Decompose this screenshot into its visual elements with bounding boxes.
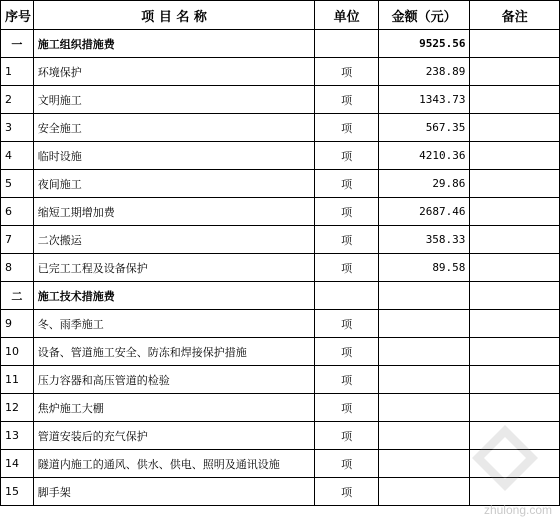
note-cell <box>470 310 560 338</box>
row-number: 5 <box>1 170 34 198</box>
unit-cell: 项 <box>315 254 378 282</box>
amount-cell <box>378 450 470 478</box>
row-number: 二 <box>1 282 34 310</box>
table-row <box>1 338 560 366</box>
item-name: 隧道内施工的通风、供水、供电、照明及通讯设施 <box>33 450 315 478</box>
table-row <box>1 86 560 114</box>
amount-cell: 567.35 <box>378 114 470 142</box>
item-name: 文明施工 <box>33 86 315 114</box>
unit-cell: 项 <box>315 58 378 86</box>
note-cell <box>470 30 560 58</box>
row-number: 7 <box>1 226 34 254</box>
note-cell <box>470 226 560 254</box>
row-number: 3 <box>1 114 34 142</box>
row-number: 10 <box>1 338 34 366</box>
amount-cell <box>378 394 470 422</box>
table-row <box>1 58 560 86</box>
row-number: 9 <box>1 310 34 338</box>
amount-cell: 29.86 <box>378 170 470 198</box>
unit-cell: 项 <box>315 338 378 366</box>
note-cell <box>470 338 560 366</box>
watermark-text: zhulong.com <box>483 503 552 517</box>
row-number: 11 <box>1 366 34 394</box>
item-name: 临时设施 <box>33 142 315 170</box>
row-number: 6 <box>1 198 34 226</box>
note-cell <box>470 198 560 226</box>
unit-cell: 项 <box>315 310 378 338</box>
unit-cell <box>315 282 378 310</box>
item-name: 施工技术措施费 <box>33 282 315 310</box>
unit-cell: 项 <box>315 86 378 114</box>
amount-cell: 89.58 <box>378 254 470 282</box>
amount-cell <box>378 282 470 310</box>
note-cell <box>470 366 560 394</box>
note-cell <box>470 142 560 170</box>
table-row <box>1 310 560 338</box>
amount-cell <box>378 478 470 506</box>
unit-cell: 项 <box>315 450 378 478</box>
row-number: 4 <box>1 142 34 170</box>
note-cell <box>470 58 560 86</box>
amount-cell: 4210.36 <box>378 142 470 170</box>
item-name: 管道安装后的充气保护 <box>33 422 315 450</box>
note-cell <box>470 114 560 142</box>
note-cell <box>470 86 560 114</box>
amount-cell: 358.33 <box>378 226 470 254</box>
unit-cell: 项 <box>315 478 378 506</box>
row-number: 15 <box>1 478 34 506</box>
amount-cell: 9525.56 <box>378 30 470 58</box>
item-name: 施工组织措施费 <box>33 30 315 58</box>
item-name: 夜间施工 <box>33 170 315 198</box>
item-name: 已完工工程及设备保护 <box>33 254 315 282</box>
item-name: 设备、管道施工安全、防冻和焊接保护措施 <box>33 338 315 366</box>
item-name: 安全施工 <box>33 114 315 142</box>
unit-cell: 项 <box>315 366 378 394</box>
row-number: 14 <box>1 450 34 478</box>
unit-cell: 项 <box>315 394 378 422</box>
unit-cell: 项 <box>315 170 378 198</box>
amount-cell <box>378 338 470 366</box>
amount-cell <box>378 422 470 450</box>
header-no: 序号 <box>1 1 34 30</box>
header-name: 项 目 名 称 <box>33 1 315 30</box>
unit-cell <box>315 30 378 58</box>
unit-cell: 项 <box>315 198 378 226</box>
amount-cell <box>378 310 470 338</box>
item-name: 冬、雨季施工 <box>33 310 315 338</box>
amount-cell: 238.89 <box>378 58 470 86</box>
note-cell <box>470 282 560 310</box>
section-row <box>1 282 560 310</box>
row-number: 2 <box>1 86 34 114</box>
note-cell <box>470 254 560 282</box>
row-number: 1 <box>1 58 34 86</box>
unit-cell: 项 <box>315 142 378 170</box>
row-number: 12 <box>1 394 34 422</box>
unit-cell: 项 <box>315 114 378 142</box>
row-number: 一 <box>1 30 34 58</box>
item-name: 缩短工期增加费 <box>33 198 315 226</box>
table-row <box>1 142 560 170</box>
amount-cell <box>378 366 470 394</box>
item-name: 焦炉施工大棚 <box>33 394 315 422</box>
table-row <box>1 254 560 282</box>
table-row <box>1 198 560 226</box>
note-cell <box>470 170 560 198</box>
header-unit: 单位 <box>315 1 378 30</box>
item-name: 二次搬运 <box>33 226 315 254</box>
item-name: 压力容器和高压管道的检验 <box>33 366 315 394</box>
header-amount: 金额（元） <box>378 1 470 30</box>
item-name: 脚手架 <box>33 478 315 506</box>
note-cell <box>470 394 560 422</box>
item-name: 环境保护 <box>33 58 315 86</box>
table-row <box>1 170 560 198</box>
amount-cell: 2687.46 <box>378 198 470 226</box>
unit-cell: 项 <box>315 226 378 254</box>
header-note: 备注 <box>470 1 560 30</box>
table-row <box>1 394 560 422</box>
table-row <box>1 114 560 142</box>
section-row <box>1 30 560 58</box>
table-row <box>1 226 560 254</box>
amount-cell: 1343.73 <box>378 86 470 114</box>
row-number: 8 <box>1 254 34 282</box>
unit-cell: 项 <box>315 422 378 450</box>
row-number: 13 <box>1 422 34 450</box>
watermark-logo-icon <box>470 423 540 493</box>
table-row <box>1 366 560 394</box>
header-row <box>1 1 560 30</box>
